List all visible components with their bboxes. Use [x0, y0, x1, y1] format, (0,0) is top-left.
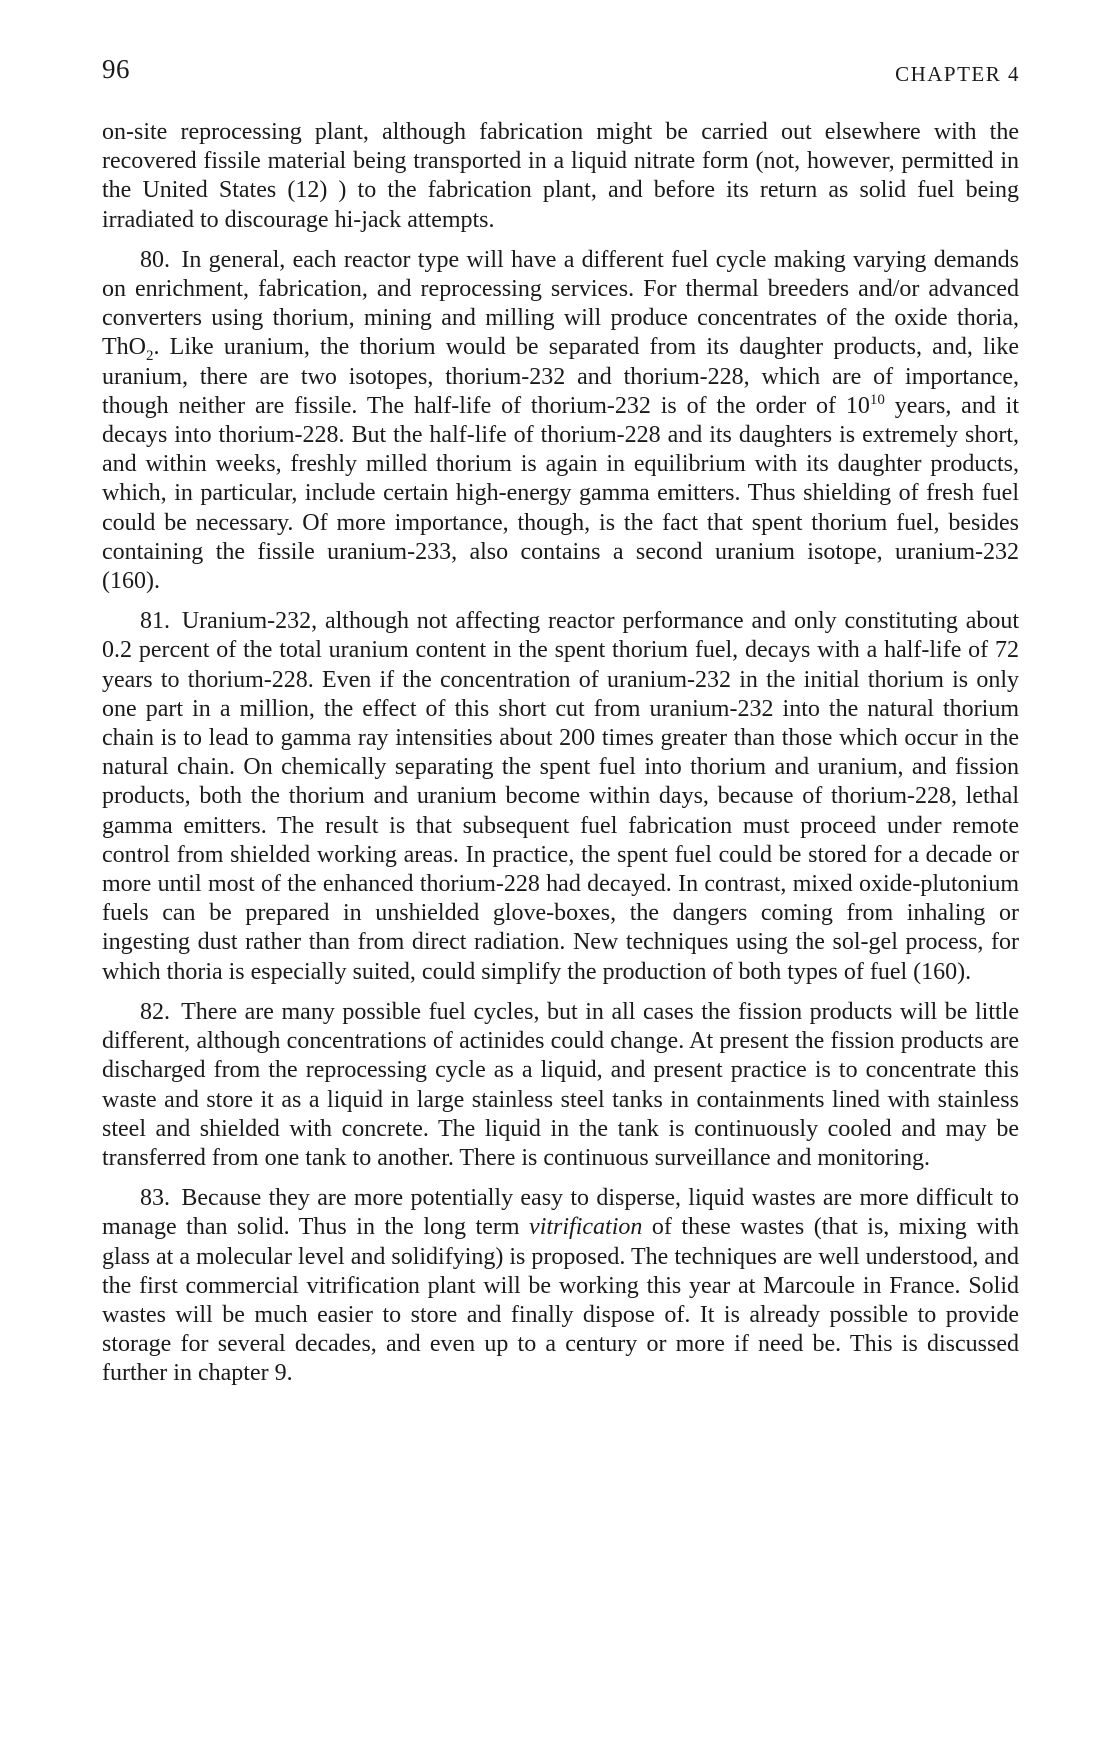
italic-term: vitrification	[529, 1214, 643, 1241]
paragraph-number: 80.	[140, 246, 170, 273]
paragraph-text: . Like uranium, the thorium would be separated from its daughter products, and, like uranium, there are two isotopes, thorium-232 and thorium-228, which are of importance, though neither are fissile. The half-life of thorium-232 is of the order of 10	[102, 334, 1019, 419]
paragraph-text: Because they are more potentially easy to disperse, liquid wastes are more difficult to manage than solid. Thus in the long term	[102, 1185, 1019, 1241]
page-number: 96	[102, 54, 130, 84]
paragraph-80	[102, 246, 1019, 596]
paragraph-text: on-site reprocessing plant, although fabrication might be carried out elsewhere with the recovered fissile material being transported in a liquid nitrate form (not, however, permitted in the United States (12) ) to the fabrication plant, and before its return as solid fuel being irradiated to discourage hi-jack attempts.	[102, 119, 1019, 233]
paragraph-82	[102, 998, 1019, 1173]
paragraph-83	[102, 1184, 1019, 1388]
paragraph-text: There are many possible fuel cycles, but in all cases the fission products will be little different, although concentrations of actinides could change. At present the fission products are discharged from the reprocessing cycle as a liquid, and present practice is to concentrate this waste and store it as a liquid in large stainless steel tanks in containments lined with stainless steel and shielded with concrete. The liquid in the tank is continuously cooled and may be transferred from one tank to another. There is continuous surveillance and monitoring.	[102, 998, 1019, 1171]
paragraph-number: 82.	[140, 998, 170, 1025]
paragraph-text: In general, each reactor type will have a different fuel cycle making varying demands on enrichment, fabrication, and reprocessing services. For thermal breeders and/or advanced converters using thorium, mining and milling will produce concentrates of the oxide thoria, ThO	[102, 246, 1020, 361]
paragraph-text: of these wastes (that is, mixing with glass at a molecular level and solidifying) is proposed. The techniques are well understood, and the first commercial vitrification plant will be working this year at Marcoule in France. Solid wastes will be much easier to store and finally dispose of. It is already possible to provide storage for several decades, and even up to a century or more if need be. This is discussed further in chapter 9.	[102, 1214, 1020, 1387]
paragraph-continuation	[102, 118, 1019, 235]
paragraph-number: 83.	[140, 1185, 170, 1212]
paragraph-81	[102, 607, 1019, 987]
superscript: 10	[869, 391, 885, 408]
subscript: 2	[146, 348, 154, 365]
body-text	[102, 118, 1019, 1400]
paragraph-text: years, and it decays into thorium-228. But the half-life of thorium-228 and its daughters is extremely short, and within weeks, freshly milled thorium is again in equilibrium with its daughter products, which, in particular, include certain high-energy gamma emitters. Thus shielding of fresh fuel could be necessary. Of more importance, though, is the fact that spent thorium fuel, besides containing the fissile uranium-233, also contains a second uranium isotope, uranium-232 (160).	[102, 392, 1020, 595]
running-head: CHAPTER 4	[895, 62, 1020, 86]
page-header	[102, 54, 1020, 94]
paragraph-text: Uranium-232, although not affecting reactor performance and only constituting about 0.2 percent of the total uranium content in the spent thorium fuel, decays with a half-life of 72 years to thorium-228. Even if the concentration of uranium-232 in the initial thorium is only one part in a million, the effect of this short cut from uranium-232 into the natural thorium chain is to lead to gamma ray intensities about 200 times greater than those which occur in the natural chain. On chemically separating the spent fuel into thorium and uranium, and fission products, both the thorium and uranium become within days, because of thorium-228, lethal gamma emitters. The result is that subsequent fuel fabrication must proceed under remote control from shielded working areas. In practice, the spent fuel could be stored for a decade or more until most of the enhanced thorium-228 had decayed. In contrast, mixed oxide-plutonium fuels can be prepared in unshielded glove-boxes, the dangers coming from inhaling or ingesting dust rather than from direct radiation. New techniques using the sol-gel process, for which thoria is especially suited, could simplify the production of both types of fuel (160).	[102, 608, 1020, 985]
paragraph-number: 81.	[140, 608, 170, 635]
